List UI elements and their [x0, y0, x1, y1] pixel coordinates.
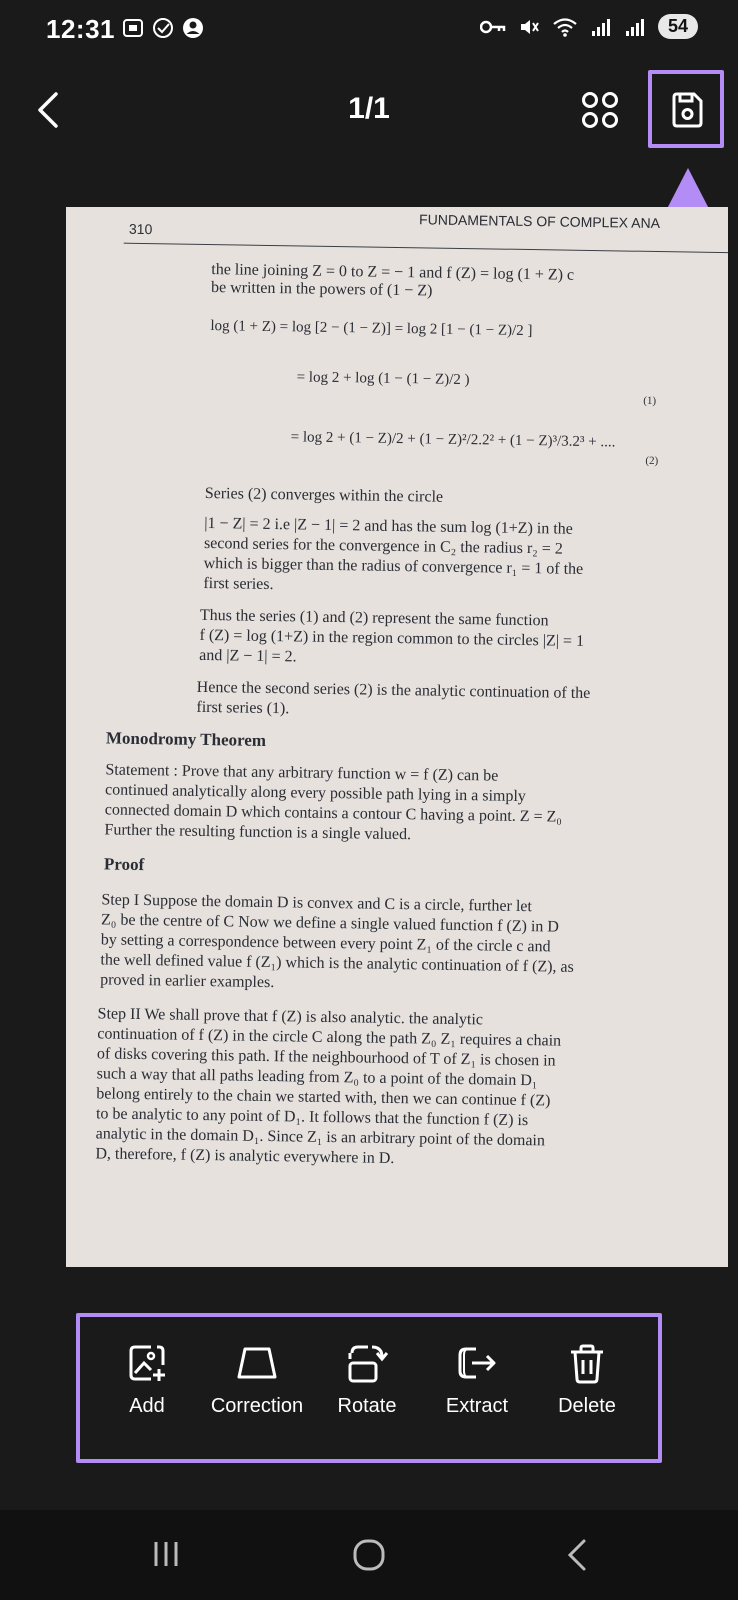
- doc-line: by setting a correspondence between every point Z₁ of the circle c and: [100, 931, 551, 956]
- screenshot-icon: [122, 17, 144, 39]
- doc-line: such a way that all paths leading from Z₀ to a point of the domain D₁: [96, 1065, 538, 1090]
- check-circle-icon: [152, 17, 174, 39]
- doc-line: Z₀ be the centre of C Now we define a single valued function f (Z) in D: [100, 911, 560, 936]
- nav-back-icon[interactable]: [564, 1538, 592, 1572]
- doc-line: the line joining Z = 0 to Z = − 1 and f (Z) = log (1 + Z) c: [211, 261, 575, 284]
- save-button[interactable]: [648, 70, 724, 148]
- doc-line: Further the resulting function is a single valued.: [104, 821, 412, 844]
- rotate-icon: [346, 1343, 388, 1385]
- correction-label: Correction: [210, 1395, 304, 1417]
- home-icon[interactable]: [352, 1538, 386, 1572]
- doc-line: D, therefore, f (Z) is analytic everywhere in D.: [95, 1145, 395, 1168]
- delete-button[interactable]: [532, 1317, 642, 1459]
- doc-section-heading: Monodromy Theorem: [105, 728, 267, 750]
- add-label: Add: [129, 1395, 165, 1417]
- doc-line: first series (1).: [196, 698, 290, 718]
- doc-line: and |Z − 1| = 2.: [199, 646, 297, 666]
- document-content: [66, 207, 728, 1267]
- page-counter: 1/1: [348, 92, 390, 125]
- doc-line: Step I Suppose the domain D is convex and C is a circle, further let: [101, 891, 533, 916]
- system-navigation-bar: [0, 1510, 738, 1600]
- doc-line: analytic in the domain D₁. Since Z₁ is an arbitrary point of the domain: [95, 1125, 546, 1150]
- doc-section-heading: Proof: [103, 854, 145, 875]
- signal-icon: [624, 16, 646, 38]
- grid-view-icon[interactable]: [578, 82, 622, 138]
- doc-line: Thus the series (1) and (2) represent the same function: [199, 606, 549, 630]
- doc-line: of disks covering this path. If the neighbourhood of T of Z₁ is chosen in: [96, 1045, 556, 1070]
- doc-line: = log 2 + (1 − Z)/2 + (1 − Z)²/2.2² + (1 − Z)³/3.2³ + ....: [290, 429, 616, 451]
- doc-line: log (1 + Z) = log [2 − (1 − Z)] = log 2 [1 − (1 − Z)/2 ]: [210, 318, 533, 340]
- rotate-button[interactable]: [312, 1317, 422, 1459]
- doc-line: continued analytically along every possible path lying in a simply: [104, 781, 527, 806]
- doc-page-number: 310: [128, 220, 153, 238]
- account-icon: [182, 17, 204, 39]
- mute-icon: [518, 16, 540, 38]
- doc-line: be written in the powers of (1 − Z): [210, 279, 433, 300]
- add-button[interactable]: [92, 1317, 202, 1459]
- top-app-bar: [0, 60, 738, 160]
- doc-line: |1 − Z| = 2 i.e |Z − 1| = 2 and has the sum log (1+Z) in the: [204, 514, 573, 538]
- document-page-preview[interactable]: [66, 207, 728, 1267]
- recent-apps-icon[interactable]: [150, 1538, 182, 1570]
- status-left-icons: [122, 17, 204, 39]
- doc-line: = log 2 + log (1 − (1 − Z)/2 ): [296, 369, 470, 389]
- correction-button[interactable]: [202, 1317, 312, 1459]
- doc-line: to be analytic to any point of D₁. It follows that the function f (Z) is: [95, 1105, 529, 1130]
- status-right-icons: [480, 14, 698, 39]
- doc-line: Step II We shall prove that f (Z) is also analytic. the analytic: [97, 1005, 484, 1029]
- vpn-key-icon: [480, 19, 506, 35]
- save-icon: [670, 91, 704, 129]
- status-bar: [0, 0, 738, 60]
- battery-level: 54: [658, 14, 698, 39]
- crop-correction-icon: [235, 1343, 279, 1383]
- delete-label: Delete: [558, 1395, 616, 1417]
- doc-running-header: FUNDAMENTALS OF COMPLEX ANA: [419, 211, 661, 232]
- doc-line: Hence the second series (2) is the analytic continuation of the: [196, 678, 591, 703]
- doc-line: second series for the convergence in C₂ the radius r₂ = 2: [203, 534, 563, 558]
- doc-line: which is bigger than the radius of convergence r₁ = 1 of the: [203, 554, 584, 578]
- doc-line: the well defined value f (Z₁) which is the analytic continuation of f (Z), as: [100, 951, 574, 976]
- doc-line: Series (2) converges within the circle: [204, 484, 444, 506]
- doc-line: first series.: [203, 574, 274, 594]
- doc-line: Statement : Prove that any arbitrary function w = f (Z) can be: [105, 761, 499, 785]
- rotate-label: Rotate: [337, 1395, 397, 1417]
- extract-label: Extract: [445, 1395, 509, 1417]
- doc-header-rule: [124, 243, 728, 254]
- doc-line: connected domain D which contains a contour C having a point. Z = Z₀: [104, 801, 563, 826]
- extract-button[interactable]: [422, 1317, 532, 1459]
- add-image-icon: [127, 1343, 167, 1383]
- doc-line: (1): [643, 394, 657, 408]
- page-edit-toolbar: [76, 1313, 662, 1463]
- doc-line: (2): [645, 454, 659, 468]
- doc-line: belong entirely to the chain we started with, then we can continue f (Z): [96, 1085, 551, 1110]
- doc-line: continuation of f (Z) in the circle C along the path Z₀ Z₁ requires a chain: [97, 1025, 562, 1050]
- wifi-icon: [552, 16, 578, 38]
- doc-line: proved in earlier examples.: [100, 971, 275, 992]
- doc-line: f (Z) = log (1+Z) in the region common to the circles |Z| = 1: [199, 626, 585, 650]
- trash-icon: [567, 1343, 607, 1385]
- status-time: 12:31: [46, 14, 115, 44]
- extract-icon: [454, 1343, 500, 1383]
- signal-icon: [590, 16, 612, 38]
